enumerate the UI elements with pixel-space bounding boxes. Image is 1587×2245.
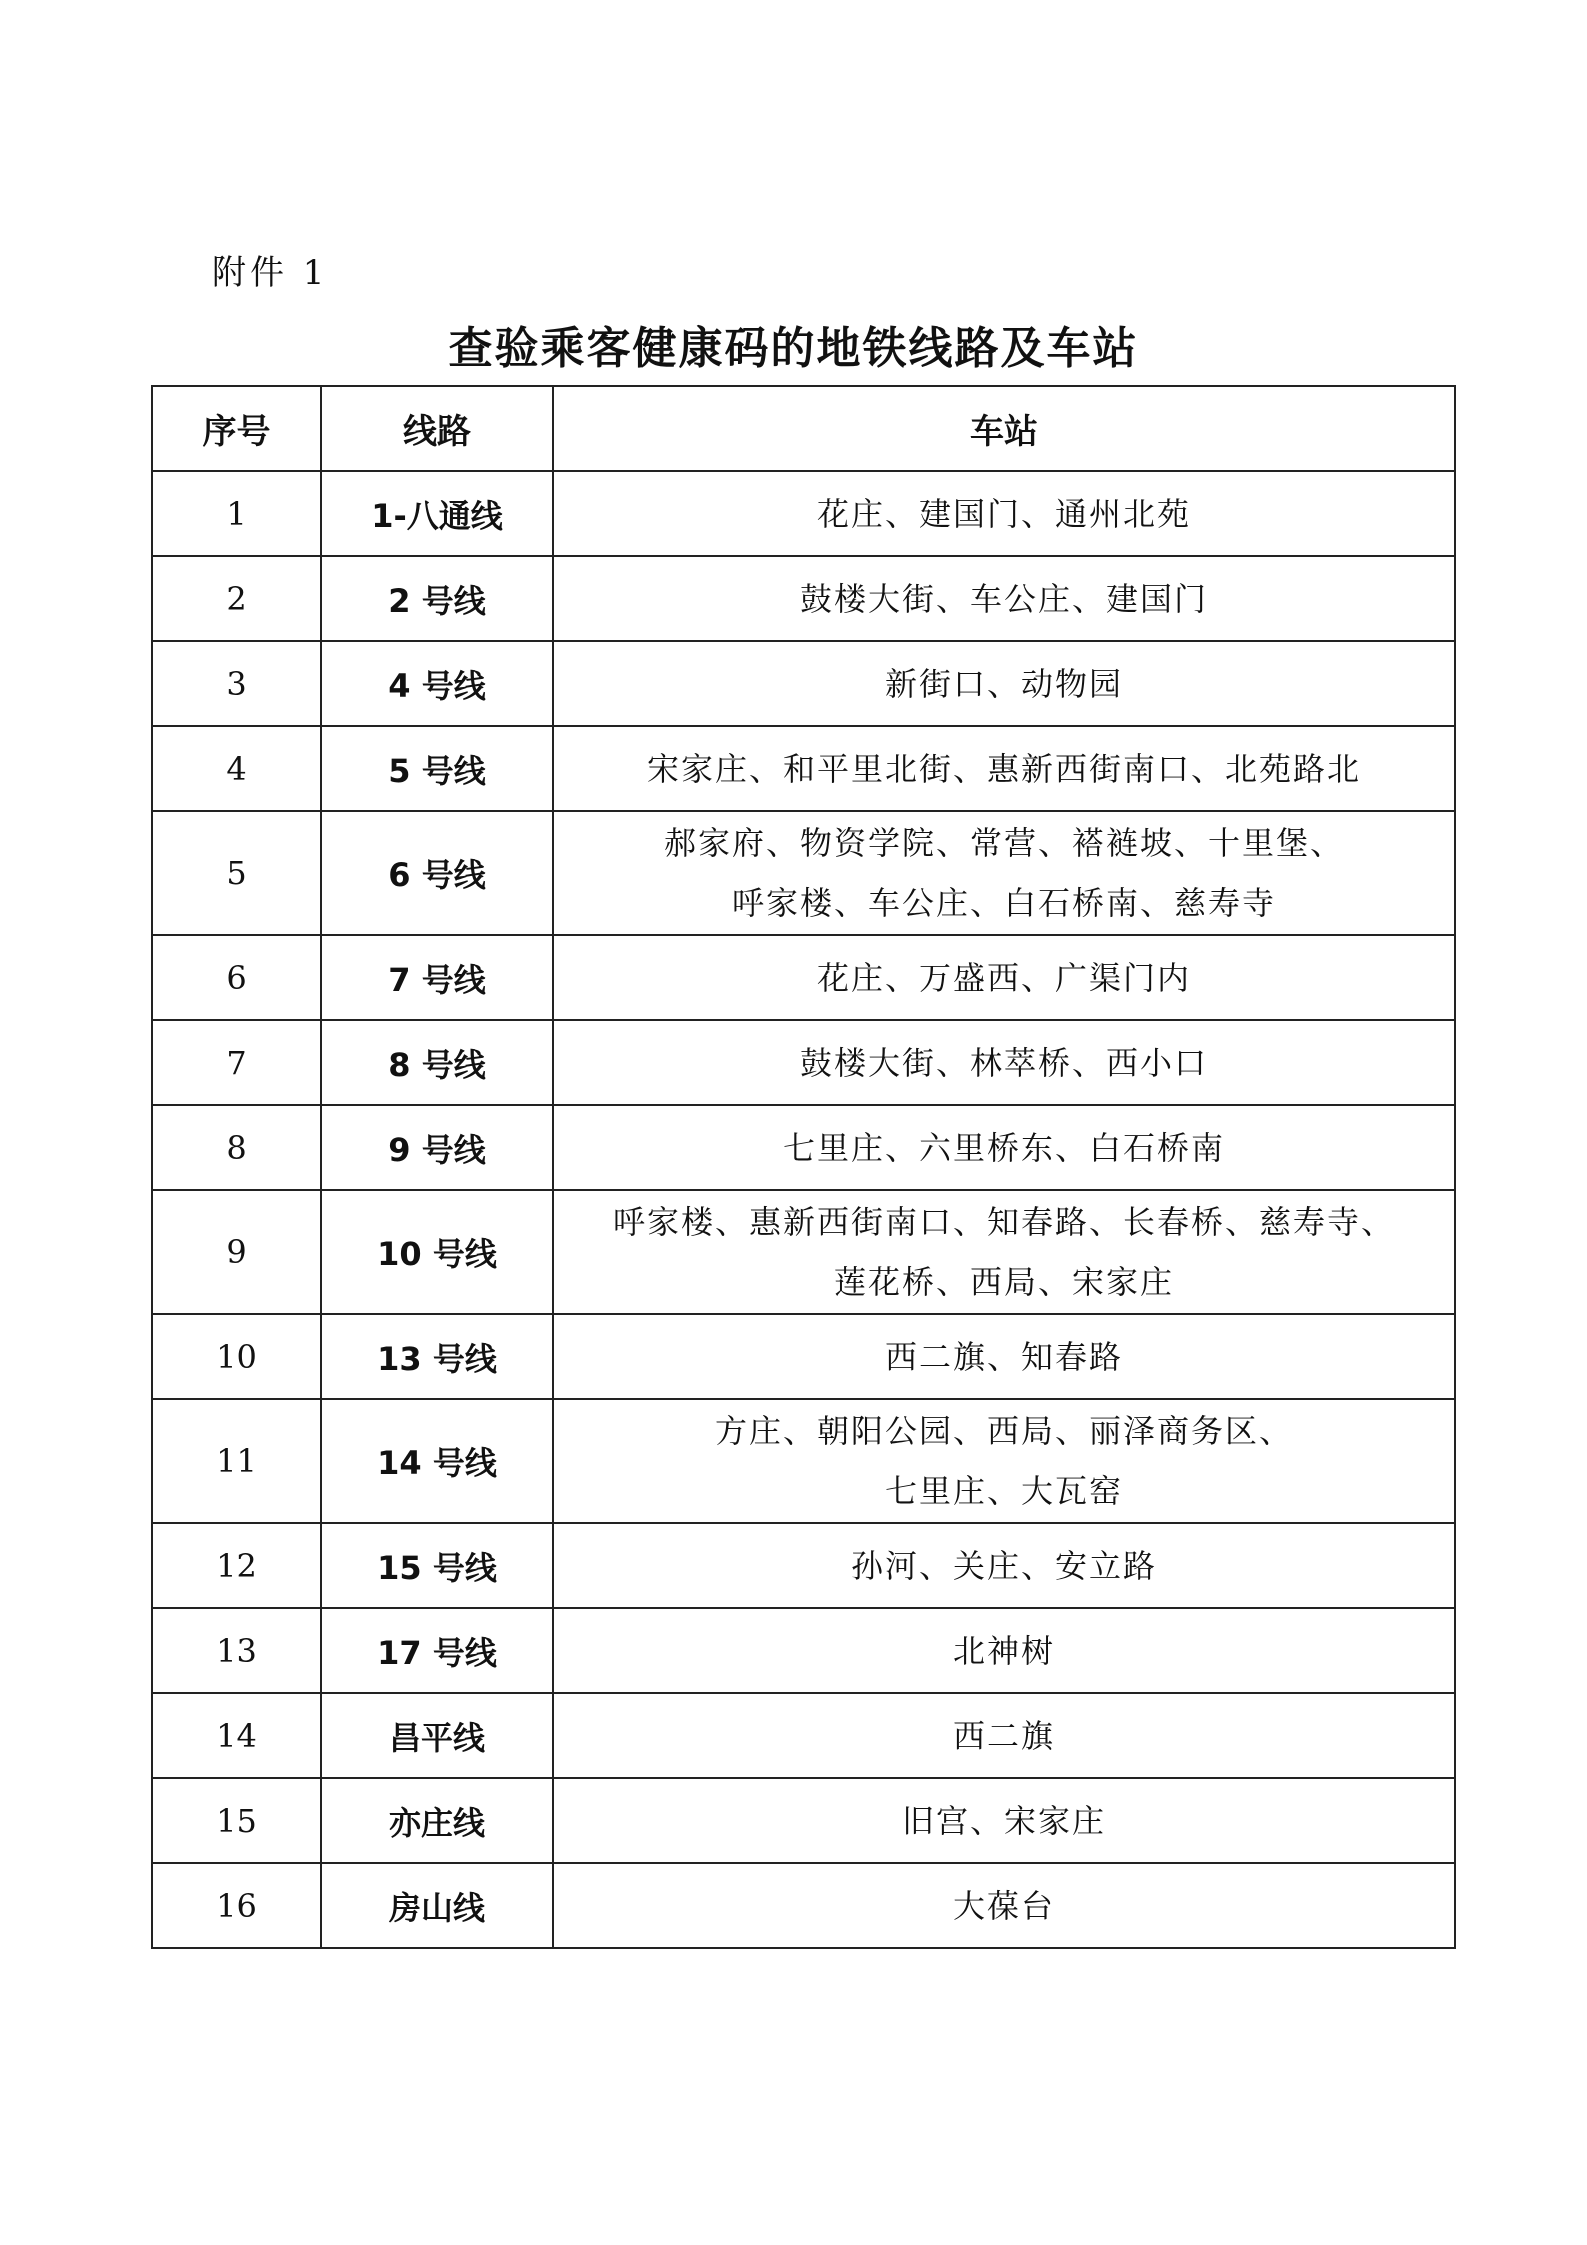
seq-cell: 11 xyxy=(152,1399,321,1523)
station-list: 呼家楼、车公庄、白石桥南、慈寿寺 xyxy=(731,884,1276,922)
seq-cell: 5 xyxy=(152,811,321,935)
header-seq: 序号 xyxy=(152,386,321,471)
seq-cell: 15 xyxy=(152,1778,321,1863)
document-title: 查验乘客健康码的地铁线路及车站 xyxy=(448,323,1139,374)
table-row xyxy=(152,1523,1455,1608)
stations-cell xyxy=(553,1314,1455,1399)
station-list: 郝家府、物资学院、常营、褡裢坡、十里堡、 xyxy=(663,824,1344,862)
seq-cell: 3 xyxy=(152,641,321,726)
seq-cell: 7 xyxy=(152,1020,321,1105)
seq-cell: 8 xyxy=(152,1105,321,1190)
stations-cell xyxy=(553,1399,1455,1523)
seq-cell: 6 xyxy=(152,935,321,1020)
line-cell: 2 号线 xyxy=(321,556,553,641)
line-cell: 1-八通线 xyxy=(321,471,553,556)
line-cell: 6 号线 xyxy=(321,811,553,935)
stations-cell xyxy=(553,641,1455,726)
line-cell: 8 号线 xyxy=(321,1020,553,1105)
station-list: 呼家楼、惠新西街南口、知春路、长春桥、慈寿寺、 xyxy=(612,1203,1395,1241)
stations-cell xyxy=(553,1190,1455,1314)
line-cell: 13 号线 xyxy=(321,1314,553,1399)
station-list: 孙河、关庄、安立路 xyxy=(850,1546,1157,1585)
line-cell: 昌平线 xyxy=(321,1693,553,1778)
seq-cell: 14 xyxy=(152,1693,321,1778)
station-list: 北神树 xyxy=(952,1631,1055,1670)
station-list: 方庄、朝阳公园、西局、丽泽商务区、 xyxy=(714,1412,1293,1450)
table-row xyxy=(152,811,1455,935)
stations-cell xyxy=(553,1608,1455,1693)
seq-cell: 12 xyxy=(152,1523,321,1608)
table-row xyxy=(152,726,1455,811)
station-list: 大葆台 xyxy=(952,1886,1055,1925)
stations-cell xyxy=(553,935,1455,1020)
stations-cell xyxy=(553,811,1455,935)
table-row xyxy=(152,1608,1455,1693)
table-row xyxy=(152,556,1455,641)
stations-cell xyxy=(553,1693,1455,1778)
line-cell: 5 号线 xyxy=(321,726,553,811)
stations-cell xyxy=(553,726,1455,811)
station-list: 西二旗、知春路 xyxy=(884,1337,1123,1376)
table-row xyxy=(152,641,1455,726)
stations-cell xyxy=(553,1105,1455,1190)
station-list: 七里庄、六里桥东、白石桥南 xyxy=(782,1128,1225,1167)
attachment-label: 附件 1 xyxy=(212,253,329,293)
line-cell: 14 号线 xyxy=(321,1399,553,1523)
station-list: 鼓楼大街、车公庄、建国门 xyxy=(799,579,1208,618)
seq-cell: 13 xyxy=(152,1608,321,1693)
seq-cell: 16 xyxy=(152,1863,321,1948)
station-list: 宋家庄、和平里北街、惠新西街南口、北苑路北 xyxy=(646,749,1361,788)
line-cell: 房山线 xyxy=(321,1863,553,1948)
line-cell: 9 号线 xyxy=(321,1105,553,1190)
table-row xyxy=(152,471,1455,556)
stations-cell xyxy=(553,1020,1455,1105)
line-cell: 4 号线 xyxy=(321,641,553,726)
table-row xyxy=(152,1693,1455,1778)
table-row xyxy=(152,1314,1455,1399)
station-list: 七里庄、大瓦窑 xyxy=(884,1472,1123,1510)
stations-cell xyxy=(553,1863,1455,1948)
seq-cell: 1 xyxy=(152,471,321,556)
stations-cell xyxy=(553,1778,1455,1863)
line-cell: 10 号线 xyxy=(321,1190,553,1314)
stations-table xyxy=(151,385,1456,1949)
table-row xyxy=(152,1020,1455,1105)
line-cell: 17 号线 xyxy=(321,1608,553,1693)
stations-cell xyxy=(553,471,1455,556)
seq-cell: 10 xyxy=(152,1314,321,1399)
line-cell: 亦庄线 xyxy=(321,1778,553,1863)
seq-cell: 4 xyxy=(152,726,321,811)
station-list: 旧宫、宋家庄 xyxy=(901,1801,1106,1840)
table-row xyxy=(152,1105,1455,1190)
seq-cell: 2 xyxy=(152,556,321,641)
table-header-row xyxy=(152,386,1455,471)
line-cell: 7 号线 xyxy=(321,935,553,1020)
station-list: 莲花桥、西局、宋家庄 xyxy=(833,1263,1174,1301)
stations-cell xyxy=(553,556,1455,641)
table-row xyxy=(152,1863,1455,1948)
table-row xyxy=(152,935,1455,1020)
table-row xyxy=(152,1778,1455,1863)
stations-cell xyxy=(553,1523,1455,1608)
station-list: 鼓楼大街、林萃桥、西小口 xyxy=(799,1043,1208,1082)
line-cell: 15 号线 xyxy=(321,1523,553,1608)
header-line: 线路 xyxy=(321,386,553,471)
station-list: 花庄、万盛西、广渠门内 xyxy=(816,958,1191,997)
seq-cell: 9 xyxy=(152,1190,321,1314)
station-list: 新街口、动物园 xyxy=(884,664,1123,703)
table-row xyxy=(152,1190,1455,1314)
station-list: 西二旗 xyxy=(952,1716,1055,1755)
header-stations: 车站 xyxy=(553,386,1455,471)
station-list: 花庄、建国门、通州北苑 xyxy=(816,494,1191,533)
table-row xyxy=(152,1399,1455,1523)
